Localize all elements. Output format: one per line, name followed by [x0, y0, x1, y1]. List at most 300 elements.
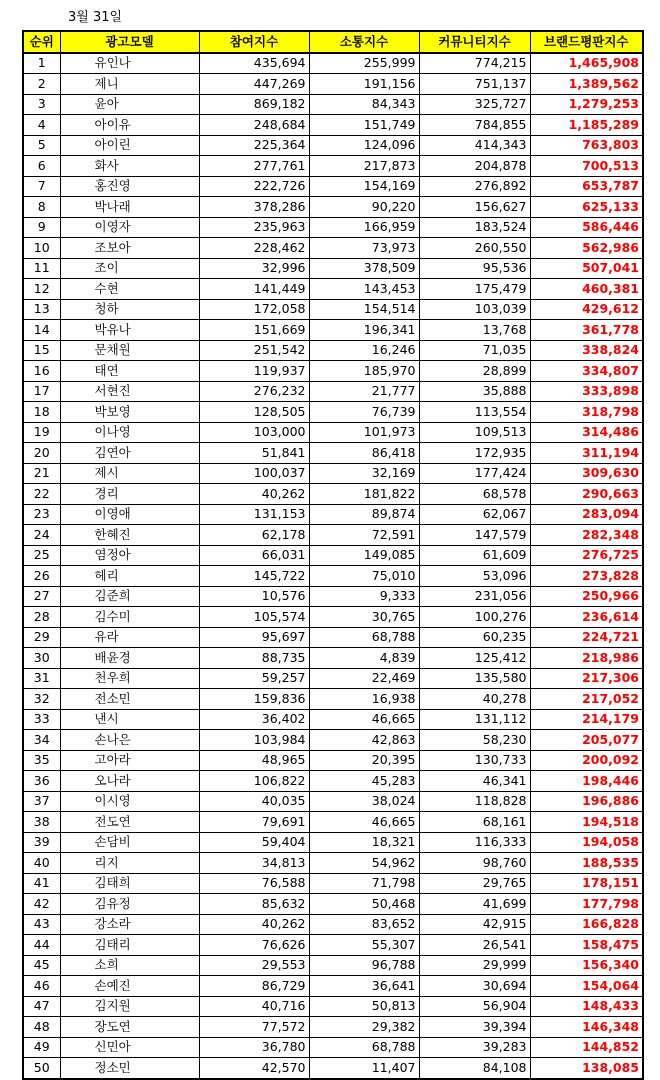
community-cell: 204,878 — [419, 156, 530, 177]
table-row — [23, 176, 643, 197]
model-name-cell: 유인나 — [60, 53, 199, 74]
participation-cell: 141,449 — [199, 279, 309, 300]
table-row — [23, 53, 643, 74]
brand-index-cell: 562,986 — [530, 238, 643, 259]
table-row — [23, 935, 643, 956]
brand-index-cell: 188,535 — [530, 853, 643, 874]
model-name-cell: 아이린 — [60, 135, 199, 156]
brand-index-cell: 763,803 — [530, 135, 643, 156]
rank-cell: 33 — [23, 709, 60, 730]
community-cell: 53,096 — [419, 566, 530, 587]
table-row — [23, 135, 643, 156]
community-cell: 28,899 — [419, 361, 530, 382]
model-name-cell: 리지 — [60, 853, 199, 874]
rank-cell: 30 — [23, 648, 60, 669]
rank-cell: 2 — [23, 74, 60, 95]
participation-cell: 40,035 — [199, 791, 309, 812]
community-cell: 125,412 — [419, 648, 530, 669]
participation-cell: 59,404 — [199, 832, 309, 853]
participation-cell: 95,697 — [199, 627, 309, 648]
model-name-cell: 강소라 — [60, 914, 199, 935]
table-row — [23, 750, 643, 771]
communication-cell: 166,959 — [309, 217, 419, 238]
table-row — [23, 299, 643, 320]
community-cell: 147,579 — [419, 525, 530, 546]
rank-cell: 11 — [23, 258, 60, 279]
table-row — [23, 586, 643, 607]
table-header-row — [23, 31, 643, 53]
model-name-cell: 홍진영 — [60, 176, 199, 197]
model-name-cell: 박보영 — [60, 402, 199, 423]
table-row — [23, 361, 643, 382]
community-cell: 172,935 — [419, 443, 530, 464]
communication-cell: 54,962 — [309, 853, 419, 874]
model-name-cell: 수현 — [60, 279, 199, 300]
communication-cell: 124,096 — [309, 135, 419, 156]
communication-cell: 36,641 — [309, 976, 419, 997]
community-cell: 113,554 — [419, 402, 530, 423]
table-row — [23, 258, 643, 279]
community-cell: 62,067 — [419, 504, 530, 525]
table-row — [23, 689, 643, 710]
brand-reputation-table — [22, 30, 644, 1080]
communication-cell: 378,509 — [309, 258, 419, 279]
participation-cell: 276,232 — [199, 381, 309, 402]
model-name-cell: 소희 — [60, 955, 199, 976]
brand-index-cell: 205,077 — [530, 730, 643, 751]
table-row — [23, 422, 643, 443]
rank-cell: 40 — [23, 853, 60, 874]
table-row — [23, 525, 643, 546]
community-cell: 784,855 — [419, 115, 530, 136]
table-row — [23, 381, 643, 402]
community-cell: 84,108 — [419, 1058, 530, 1079]
table-row — [23, 791, 643, 812]
rank-cell: 38 — [23, 812, 60, 833]
communication-cell: 16,246 — [309, 340, 419, 361]
table-row — [23, 853, 643, 874]
rank-cell: 28 — [23, 607, 60, 628]
community-cell: 156,627 — [419, 197, 530, 218]
brand-index-cell: 283,094 — [530, 504, 643, 525]
brand-index-cell: 138,085 — [530, 1058, 643, 1079]
brand-index-cell: 309,630 — [530, 463, 643, 484]
participation-cell: 106,822 — [199, 771, 309, 792]
rank-cell: 46 — [23, 976, 60, 997]
rank-cell: 34 — [23, 730, 60, 751]
community-cell: 26,541 — [419, 935, 530, 956]
rank-cell: 14 — [23, 320, 60, 341]
participation-cell: 88,735 — [199, 648, 309, 669]
model-name-cell: 이영자 — [60, 217, 199, 238]
model-name-cell: 손예진 — [60, 976, 199, 997]
community-cell: 46,341 — [419, 771, 530, 792]
model-name-cell: 조보아 — [60, 238, 199, 259]
participation-cell: 85,632 — [199, 894, 309, 915]
communication-cell: 22,469 — [309, 668, 419, 689]
communication-cell: 72,591 — [309, 525, 419, 546]
brand-index-cell: 338,824 — [530, 340, 643, 361]
model-name-cell: 박나래 — [60, 197, 199, 218]
brand-index-cell: 198,446 — [530, 771, 643, 792]
brand-index-cell: 1,389,562 — [530, 74, 643, 95]
table-row — [23, 996, 643, 1017]
communication-cell: 149,085 — [309, 545, 419, 566]
communication-cell: 75,010 — [309, 566, 419, 587]
rank-cell: 18 — [23, 402, 60, 423]
participation-cell: 36,780 — [199, 1037, 309, 1058]
brand-index-cell: 1,465,908 — [530, 53, 643, 74]
table-row — [23, 217, 643, 238]
community-cell: 60,235 — [419, 627, 530, 648]
brand-index-cell: 154,064 — [530, 976, 643, 997]
participation-cell: 76,588 — [199, 873, 309, 894]
communication-cell: 50,468 — [309, 894, 419, 915]
rank-cell: 5 — [23, 135, 60, 156]
communication-cell: 84,343 — [309, 94, 419, 115]
rank-cell: 49 — [23, 1037, 60, 1058]
participation-cell: 103,984 — [199, 730, 309, 751]
model-name-cell: 김지원 — [60, 996, 199, 1017]
participation-cell: 103,000 — [199, 422, 309, 443]
brand-index-cell: 700,513 — [530, 156, 643, 177]
table-row — [23, 197, 643, 218]
participation-cell: 172,058 — [199, 299, 309, 320]
model-name-cell: 천우희 — [60, 668, 199, 689]
rank-cell: 45 — [23, 955, 60, 976]
table-row — [23, 1037, 643, 1058]
table-row — [23, 832, 643, 853]
brand-index-cell: 653,787 — [530, 176, 643, 197]
rank-cell: 24 — [23, 525, 60, 546]
model-name-cell: 오나라 — [60, 771, 199, 792]
communication-cell: 255,999 — [309, 53, 419, 74]
rank-cell: 6 — [23, 156, 60, 177]
community-cell: 175,479 — [419, 279, 530, 300]
community-cell: 41,699 — [419, 894, 530, 915]
participation-cell: 435,694 — [199, 53, 309, 74]
model-name-cell: 전소민 — [60, 689, 199, 710]
brand-index-cell: 586,446 — [530, 217, 643, 238]
table-row — [23, 238, 643, 259]
header-brand-reputation-index: 브랜드평판지수 — [530, 31, 643, 53]
communication-cell: 185,970 — [309, 361, 419, 382]
model-name-cell: 태연 — [60, 361, 199, 382]
table-row — [23, 115, 643, 136]
model-name-cell: 박유나 — [60, 320, 199, 341]
rank-cell: 12 — [23, 279, 60, 300]
model-name-cell: 신민아 — [60, 1037, 199, 1058]
model-name-cell: 김준희 — [60, 586, 199, 607]
rank-cell: 3 — [23, 94, 60, 115]
brand-index-cell: 177,798 — [530, 894, 643, 915]
community-cell: 95,536 — [419, 258, 530, 279]
model-name-cell: 고아라 — [60, 750, 199, 771]
model-name-cell: 문채원 — [60, 340, 199, 361]
brand-index-cell: 276,725 — [530, 545, 643, 566]
community-cell: 29,765 — [419, 873, 530, 894]
brand-index-cell: 217,306 — [530, 668, 643, 689]
rank-cell: 36 — [23, 771, 60, 792]
brand-index-cell: 282,348 — [530, 525, 643, 546]
community-cell: 35,888 — [419, 381, 530, 402]
rank-cell: 19 — [23, 422, 60, 443]
brand-index-cell: 158,475 — [530, 935, 643, 956]
table-row — [23, 1058, 643, 1079]
brand-index-cell: 236,614 — [530, 607, 643, 628]
participation-cell: 119,937 — [199, 361, 309, 382]
brand-index-cell: 250,966 — [530, 586, 643, 607]
brand-index-cell: 194,058 — [530, 832, 643, 853]
community-cell: 56,904 — [419, 996, 530, 1017]
communication-cell: 68,788 — [309, 627, 419, 648]
participation-cell: 77,572 — [199, 1017, 309, 1038]
table-row — [23, 340, 643, 361]
table-row — [23, 504, 643, 525]
rank-cell: 4 — [23, 115, 60, 136]
community-cell: 30,694 — [419, 976, 530, 997]
rank-cell: 31 — [23, 668, 60, 689]
table-row — [23, 709, 643, 730]
participation-cell: 222,726 — [199, 176, 309, 197]
table-row — [23, 484, 643, 505]
brand-index-cell: 1,185,289 — [530, 115, 643, 136]
participation-cell: 228,462 — [199, 238, 309, 259]
model-name-cell: 청하 — [60, 299, 199, 320]
table-row — [23, 463, 643, 484]
model-name-cell: 헤리 — [60, 566, 199, 587]
communication-cell: 20,395 — [309, 750, 419, 771]
brand-index-cell: 311,194 — [530, 443, 643, 464]
communication-cell: 151,749 — [309, 115, 419, 136]
participation-cell: 145,722 — [199, 566, 309, 587]
community-cell: 40,278 — [419, 689, 530, 710]
table-row — [23, 730, 643, 751]
model-name-cell: 손담비 — [60, 832, 199, 853]
communication-cell: 217,873 — [309, 156, 419, 177]
brand-index-cell: 429,612 — [530, 299, 643, 320]
participation-cell: 225,364 — [199, 135, 309, 156]
community-cell: 118,828 — [419, 791, 530, 812]
participation-cell: 86,729 — [199, 976, 309, 997]
table-row — [23, 873, 643, 894]
participation-cell: 251,542 — [199, 340, 309, 361]
rank-cell: 10 — [23, 238, 60, 259]
model-name-cell: 이영애 — [60, 504, 199, 525]
model-name-cell: 김연아 — [60, 443, 199, 464]
community-cell: 231,056 — [419, 586, 530, 607]
brand-index-cell: 1,279,253 — [530, 94, 643, 115]
communication-cell: 18,321 — [309, 832, 419, 853]
participation-cell: 76,626 — [199, 935, 309, 956]
community-cell: 130,733 — [419, 750, 530, 771]
participation-cell: 159,836 — [199, 689, 309, 710]
header-participation-index: 참여지수 — [199, 31, 309, 53]
brand-index-cell: 144,852 — [530, 1037, 643, 1058]
model-name-cell: 김태희 — [60, 873, 199, 894]
participation-cell: 447,269 — [199, 74, 309, 95]
model-name-cell: 조이 — [60, 258, 199, 279]
brand-index-cell: 361,778 — [530, 320, 643, 341]
participation-cell: 235,963 — [199, 217, 309, 238]
model-name-cell: 제시 — [60, 463, 199, 484]
table-row — [23, 74, 643, 95]
model-name-cell: 화사 — [60, 156, 199, 177]
community-cell: 58,230 — [419, 730, 530, 751]
communication-cell: 46,665 — [309, 812, 419, 833]
community-cell: 13,768 — [419, 320, 530, 341]
participation-cell: 29,553 — [199, 955, 309, 976]
communication-cell: 86,418 — [309, 443, 419, 464]
participation-cell: 10,576 — [199, 586, 309, 607]
rank-cell: 13 — [23, 299, 60, 320]
participation-cell: 42,570 — [199, 1058, 309, 1079]
participation-cell: 128,505 — [199, 402, 309, 423]
table-row — [23, 648, 643, 669]
community-cell: 109,513 — [419, 422, 530, 443]
rank-cell: 50 — [23, 1058, 60, 1079]
rank-cell: 48 — [23, 1017, 60, 1038]
rank-cell: 1 — [23, 53, 60, 74]
table-row — [23, 607, 643, 628]
table-row — [23, 279, 643, 300]
brand-index-cell: 218,986 — [530, 648, 643, 669]
date-label: 3월 31일 — [68, 10, 123, 25]
communication-cell: 68,788 — [309, 1037, 419, 1058]
brand-index-cell: 460,381 — [530, 279, 643, 300]
brand-index-cell: 178,151 — [530, 873, 643, 894]
communication-cell: 89,874 — [309, 504, 419, 525]
model-name-cell: 염정아 — [60, 545, 199, 566]
community-cell: 29,999 — [419, 955, 530, 976]
brand-index-cell: 214,179 — [530, 709, 643, 730]
communication-cell: 196,341 — [309, 320, 419, 341]
rank-cell: 25 — [23, 545, 60, 566]
communication-cell: 83,652 — [309, 914, 419, 935]
participation-cell: 34,813 — [199, 853, 309, 874]
rank-cell: 47 — [23, 996, 60, 1017]
participation-cell: 105,574 — [199, 607, 309, 628]
table-row — [23, 812, 643, 833]
rank-cell: 9 — [23, 217, 60, 238]
table-row — [23, 771, 643, 792]
communication-cell: 143,453 — [309, 279, 419, 300]
participation-cell: 248,684 — [199, 115, 309, 136]
model-name-cell: 윤아 — [60, 94, 199, 115]
communication-cell: 71,798 — [309, 873, 419, 894]
community-cell: 39,394 — [419, 1017, 530, 1038]
brand-index-cell: 217,052 — [530, 689, 643, 710]
model-name-cell: 아이유 — [60, 115, 199, 136]
communication-cell: 16,938 — [309, 689, 419, 710]
rank-cell: 29 — [23, 627, 60, 648]
rank-cell: 17 — [23, 381, 60, 402]
table-row — [23, 976, 643, 997]
rank-cell: 20 — [23, 443, 60, 464]
communication-cell: 154,514 — [309, 299, 419, 320]
table-row — [23, 443, 643, 464]
header-model: 광고모델 — [60, 31, 199, 53]
brand-index-cell: 290,663 — [530, 484, 643, 505]
header-community-index: 커뮤니티지수 — [419, 31, 530, 53]
rank-cell: 43 — [23, 914, 60, 935]
model-name-cell: 정소민 — [60, 1058, 199, 1079]
participation-cell: 40,262 — [199, 484, 309, 505]
model-name-cell: 이나영 — [60, 422, 199, 443]
participation-cell: 62,178 — [199, 525, 309, 546]
rank-cell: 41 — [23, 873, 60, 894]
participation-cell: 151,669 — [199, 320, 309, 341]
community-cell: 260,550 — [419, 238, 530, 259]
rank-cell: 26 — [23, 566, 60, 587]
brand-index-cell: 334,807 — [530, 361, 643, 382]
community-cell: 61,609 — [419, 545, 530, 566]
communication-cell: 191,156 — [309, 74, 419, 95]
communication-cell: 46,665 — [309, 709, 419, 730]
participation-cell: 48,965 — [199, 750, 309, 771]
brand-index-cell: 200,092 — [530, 750, 643, 771]
community-cell: 414,343 — [419, 135, 530, 156]
community-cell: 116,333 — [419, 832, 530, 853]
communication-cell: 55,307 — [309, 935, 419, 956]
brand-index-cell: 196,886 — [530, 791, 643, 812]
community-cell: 751,137 — [419, 74, 530, 95]
model-name-cell: 손나은 — [60, 730, 199, 751]
participation-cell: 79,691 — [199, 812, 309, 833]
communication-cell: 21,777 — [309, 381, 419, 402]
table-row — [23, 320, 643, 341]
rank-cell: 21 — [23, 463, 60, 484]
brand-index-cell: 314,486 — [530, 422, 643, 443]
rank-cell: 16 — [23, 361, 60, 382]
brand-index-cell: 156,340 — [530, 955, 643, 976]
rank-cell: 37 — [23, 791, 60, 812]
table-row — [23, 402, 643, 423]
rank-cell: 35 — [23, 750, 60, 771]
model-name-cell: 낸시 — [60, 709, 199, 730]
brand-index-cell: 194,518 — [530, 812, 643, 833]
model-name-cell: 김유정 — [60, 894, 199, 915]
community-cell: 177,424 — [419, 463, 530, 484]
participation-cell: 869,182 — [199, 94, 309, 115]
rank-cell: 42 — [23, 894, 60, 915]
table-row — [23, 156, 643, 177]
model-name-cell: 서현진 — [60, 381, 199, 402]
community-cell: 183,524 — [419, 217, 530, 238]
model-name-cell: 배윤경 — [60, 648, 199, 669]
table-row — [23, 668, 643, 689]
communication-cell: 181,822 — [309, 484, 419, 505]
model-name-cell: 경리 — [60, 484, 199, 505]
community-cell: 774,215 — [419, 53, 530, 74]
community-cell: 135,580 — [419, 668, 530, 689]
header-rank: 순위 — [23, 31, 60, 53]
brand-index-cell: 166,828 — [530, 914, 643, 935]
community-cell: 103,039 — [419, 299, 530, 320]
brand-index-cell: 625,133 — [530, 197, 643, 218]
communication-cell: 90,220 — [309, 197, 419, 218]
table-row — [23, 94, 643, 115]
communication-cell: 29,382 — [309, 1017, 419, 1038]
communication-cell: 42,863 — [309, 730, 419, 751]
communication-cell: 4,839 — [309, 648, 419, 669]
participation-cell: 59,257 — [199, 668, 309, 689]
table-row — [23, 627, 643, 648]
table-row — [23, 545, 643, 566]
header-communication-index: 소통지수 — [309, 31, 419, 53]
table-row — [23, 955, 643, 976]
table-row — [23, 566, 643, 587]
